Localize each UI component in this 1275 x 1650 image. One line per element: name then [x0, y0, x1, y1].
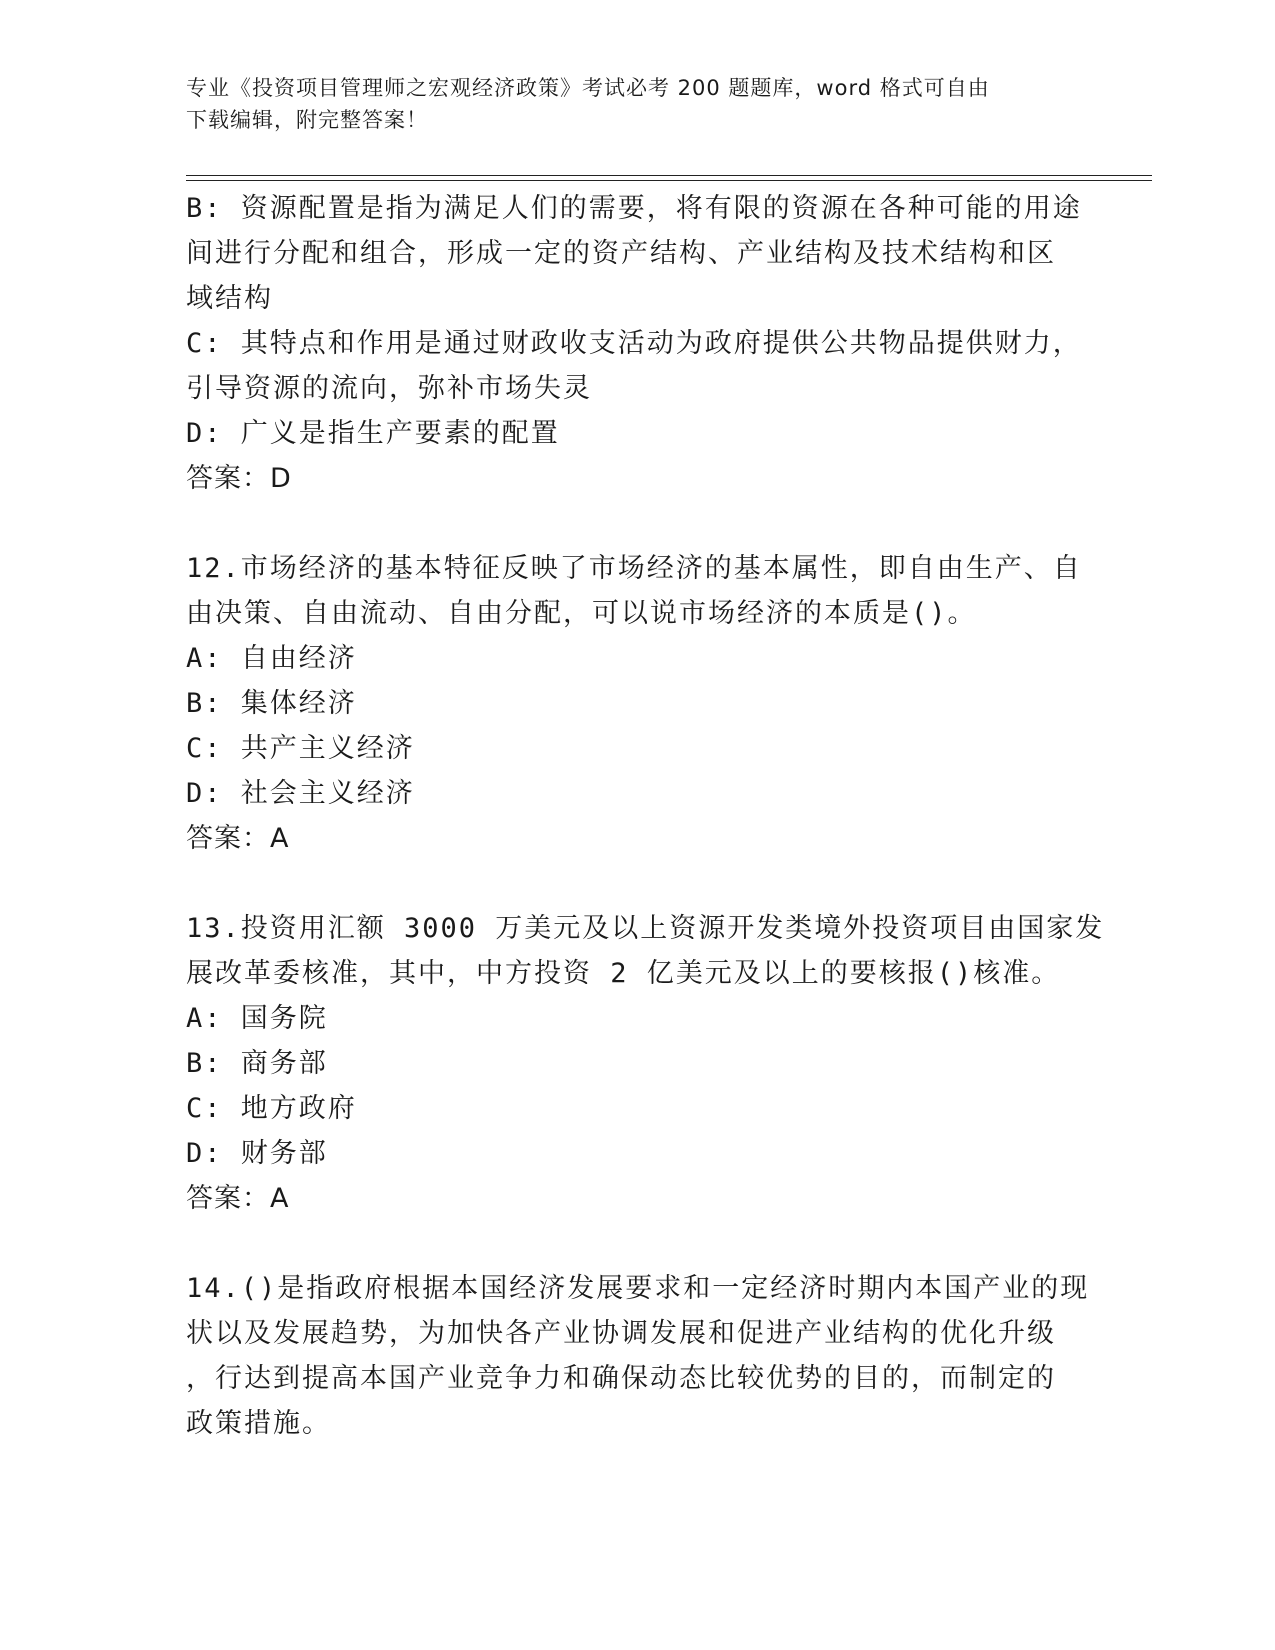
option-line: 间进行分配和组合，形成一定的资产结构、产业结构及技术结构和区: [186, 238, 1056, 269]
option-line: 域结构: [186, 283, 273, 314]
option-b: B: 商务部: [186, 1048, 328, 1079]
question-13: [186, 906, 1105, 1221]
option-c: C: 共产主义经济: [186, 733, 415, 764]
answer: 答案：A: [186, 823, 290, 854]
option-line: B: 资源配置是指为满足人们的需要，将有限的资源在各种可能的用途: [186, 193, 1082, 224]
option-b: [186, 186, 1086, 321]
question-stem-line: 13.投资用汇额 3000 万美元及以上资源开发类境外投资项目由国家发: [186, 913, 1105, 944]
question-stem-line: 由决策、自由流动、自由分配，可以说市场经济的本质是()。: [186, 598, 977, 629]
question-stem-line: 12.市场经济的基本特征反映了市场经济的基本属性，即自由生产、自: [186, 553, 1082, 584]
question-stem-line: 14.()是指政府根据本国经济发展要求和一定经济时期内本国产业的现: [186, 1273, 1090, 1304]
header-rule-top: [186, 175, 1152, 176]
spacer: [186, 861, 1086, 906]
question-stem-line: ，行达到提高本国产业竞争力和确保动态比较优势的目的，而制定的: [186, 1363, 1056, 1394]
question-stem-line: 展改革委核准，其中，中方投资 2 亿美元及以上的要核报()核准。: [186, 958, 1061, 989]
option-c: C: 地方政府: [186, 1093, 357, 1124]
question-stem-line: 状以及发展趋势，为加快各产业协调发展和促进产业结构的优化升级: [186, 1318, 1056, 1349]
header-rule-bottom: [186, 180, 1152, 181]
answer: 答案：A: [186, 1183, 290, 1214]
option-d: D: 社会主义经济: [186, 778, 415, 809]
option-line: C: 其特点和作用是通过财政收支活动为政府提供公共物品提供财力，: [186, 328, 1082, 359]
option-a: A: 国务院: [186, 1003, 328, 1034]
option-d: D: 广义是指生产要素的配置: [186, 418, 560, 449]
spacer: [186, 501, 1086, 546]
question-stem-line: 政策措施。: [186, 1408, 331, 1439]
option-line: 引导资源的流向，弥补市场失灵: [186, 373, 592, 404]
option-c: [186, 321, 1086, 411]
spacer: [186, 1221, 1086, 1266]
question-14: [186, 1266, 1090, 1446]
answer: 答案：D: [186, 463, 292, 494]
option-d: D: 财务部: [186, 1138, 328, 1169]
option-a: A: 自由经济: [186, 643, 357, 674]
question-list: [186, 186, 1105, 1446]
question-12: [186, 546, 1086, 861]
option-b: B: 集体经济: [186, 688, 357, 719]
document-header: 专业《投资项目管理师之宏观经济政策》考试必考 200 题题库，word 格式可自由 下载编辑，附完整答案！: [186, 76, 990, 132]
